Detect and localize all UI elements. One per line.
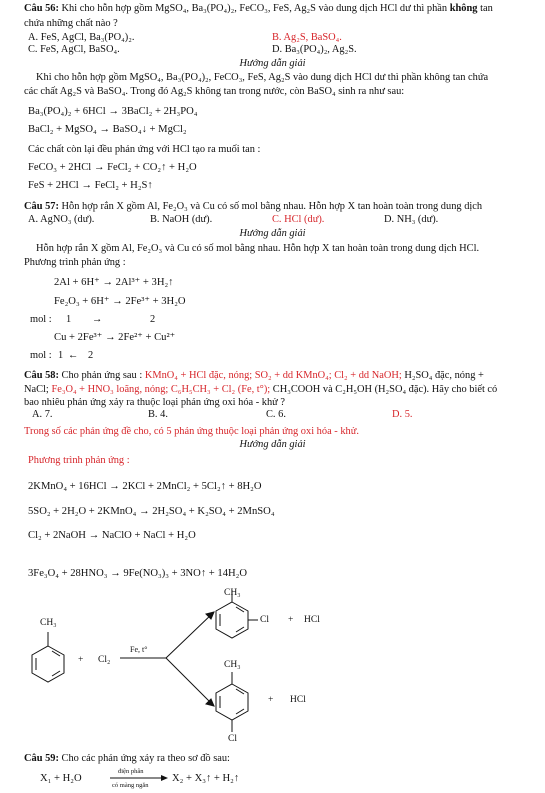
ortho-plus: +: [288, 615, 294, 625]
q58-equation-4: 3Fe₃O₄ + 28HNO₃ → 9Fe(NO₃)₃ + 3NO↑ + 14H₂O: [28, 568, 247, 579]
q56-guide-heading: Hướng dẫn giải: [239, 58, 306, 69]
para-cl: Cl: [228, 734, 237, 744]
q58-answer: Trong số các phản ứng đề cho, có 5 phản ứng thuộc loại phản ứng oxi hóa - khử.: [24, 426, 359, 437]
q57-stem: Câu 57: Hỗn hợp rắn X gồm Al, Fe₂O₃ và Cu có số mol bằng nhau. Hỗn hợp X tan hoàn toàn trong dung dịch: [24, 201, 483, 212]
q57-mol-value-2a: 1: [58, 350, 64, 361]
q59-stem: Câu 59: Cho các phản ứng xảy ra theo sơ đồ sau:: [24, 753, 230, 764]
q57-mol-value-1a: 1: [66, 314, 72, 325]
q56-explanation-3: Các chất còn lại đều phản ứng với HCl tạo ra muối tan :: [28, 144, 261, 155]
q58-equation-1: 2KMnO₄ + 16HCl → 2KCl + 2MnCl₂ + 5Cl₂↑ + 8H₂O: [28, 481, 262, 492]
q57-mol-label-2: mol :: [30, 350, 52, 361]
reactant-plus: +: [78, 655, 84, 665]
q57-equation-2: Fe₂O₃ + 6H⁺ → 2Fe³⁺ + 3H₂O: [54, 296, 186, 307]
ortho-hcl: HCl: [304, 615, 320, 625]
q59-condition-bottom: có màng ngăn: [112, 782, 149, 789]
chlorine-reagent: Cl₂: [98, 655, 111, 665]
q59-right-side: X₂ + X₃↑ + H₂↑: [172, 773, 240, 784]
q57-mol-label-1: mol :: [30, 314, 52, 325]
q59-condition-top: điện phân: [118, 768, 144, 775]
q58-stem-1: Câu 58: Cho phản ứng sau : KMnO₄ + HCl đặc, nóng; SO₂ + dd KMnO₄; Cl₂ + dd NaOH; H₂SO₄ đặc, nóng +: [24, 370, 484, 381]
para-hcl: HCl: [290, 695, 306, 705]
q57-explanation-2: Phương trình phản ứng :: [24, 257, 126, 268]
q57-option-a: A. AgNO₃ (dư).: [28, 214, 95, 225]
toluene-ch3: CH₃: [40, 618, 57, 628]
q57-equation-1: 2Al + 6H⁺ → 2Al³⁺ + 3H₂↑: [54, 277, 174, 288]
q58-stem-2: NaCl; Fe₃O₄ + HNO₃ loãng, nóng; C₆H₅CH₃ + Cl₂ (Fe, t°); CH₃COOH và C₂H₅OH (H₂SO₄ đặc). Hãy cho biết có: [24, 384, 498, 395]
q58-option-d: D. 5.: [392, 409, 413, 420]
q56-option-a: A. FeS, AgCl, Ba₃(PO₄)₂.: [28, 32, 135, 43]
para-plus: +: [268, 695, 274, 705]
q57-mol-value-1b: 2: [150, 314, 156, 325]
q58-guide-heading: Hướng dẫn giải: [239, 439, 306, 450]
reaction-condition: Fe, t°: [130, 645, 148, 654]
q56-explanation-1: Khi cho hỗn hợp gồm MgSO₄, Ba₃(PO₄)₂, FeCO₃, FeS, Ag₂S vào dung dịch HCl dư thì phần không tan chứa: [36, 72, 489, 83]
q56-explanation-2: các chất Ag₂S và BaSO₄. Trong đó Ag₂S không tan trong nước, còn BaSO₄ sinh ra như sau:: [24, 86, 405, 97]
q58-option-a: A. 7.: [32, 409, 53, 420]
ortho-ch3: CH₃: [224, 588, 241, 598]
q57-option-d: D. NH₃ (dư).: [384, 214, 439, 225]
q56-equation-1: Ba₃(PO₄)₂ + 6HCl → 3BaCl₂ + 2H₃PO₄: [28, 106, 198, 117]
q56-equation-2: BaCl₂ + MgSO₄ → BaSO₄↓ + MgCl₂: [28, 124, 187, 135]
q56-equation-3: FeCO₃ + 2HCl → FeCl₂ + CO₂↑ + H₂O: [28, 162, 197, 173]
q57-explanation-1: Hỗn hợp rắn X gồm Al, Fe₂O₃ và Cu có số mol bằng nhau. Hỗn hợp X tan hoàn toàn trong dung dịch HCl.: [36, 243, 480, 254]
q56-option-c: C. FeS, AgCl, BaSO₄.: [28, 44, 120, 55]
q58-equation-2: 5SO₂ + 2H₂O + 2KMnO₄ → 2H₂SO₄ + K₂SO₄ + 2MnSO₄: [28, 506, 275, 517]
q57-guide-heading: Hướng dẫn giải: [239, 228, 306, 239]
q56-option-d: D. Ba₃(PO₄)₂, Ag₂S.: [272, 44, 357, 55]
q58-option-b: B. 4.: [148, 409, 168, 420]
q58-equation-3: Cl₂ + 2NaOH → NaClO + NaCl + H₂O: [28, 530, 196, 541]
q56-option-b: B. Ag₂S, BaSO₄.: [272, 32, 342, 43]
q57-option-c: C. HCl (dư).: [272, 214, 325, 225]
para-ch3: CH₃: [224, 660, 241, 670]
q58-option-c: C. 6.: [266, 409, 286, 420]
q57-option-b: B. NaOH (dư).: [150, 214, 213, 225]
q57-mol-arrow-2: ←: [68, 350, 79, 361]
q57-mol-value-2b: 2: [88, 350, 94, 361]
q57-mol-arrow-1: →: [92, 314, 103, 325]
q58-stem-3: bao nhiêu phản ứng xảy ra thuộc loại phản ứng oxi hóa - khử ?: [24, 397, 286, 408]
q56-stem-cont: chứa những chất nào ?: [24, 18, 118, 29]
q57-equation-3: Cu + 2Fe³⁺ → 2Fe²⁺ + Cu²⁺: [54, 332, 176, 343]
q56-equation-4: FeS + 2HCl → FeCl₂ + H₂S↑: [28, 180, 153, 191]
q56-stem: Câu 56: Khi cho hỗn hợp gồm MgSO₄, Ba₃(PO₄)₂, FeCO₃, FeS, Ag₂S vào dung dịch HCl dư thì phần không tan: [24, 3, 493, 14]
q58-reaction-heading: Phương trình phản ứng :: [28, 455, 130, 466]
ortho-cl: Cl: [260, 615, 269, 625]
q59-left-side: X₁ + H₂O: [40, 773, 82, 784]
